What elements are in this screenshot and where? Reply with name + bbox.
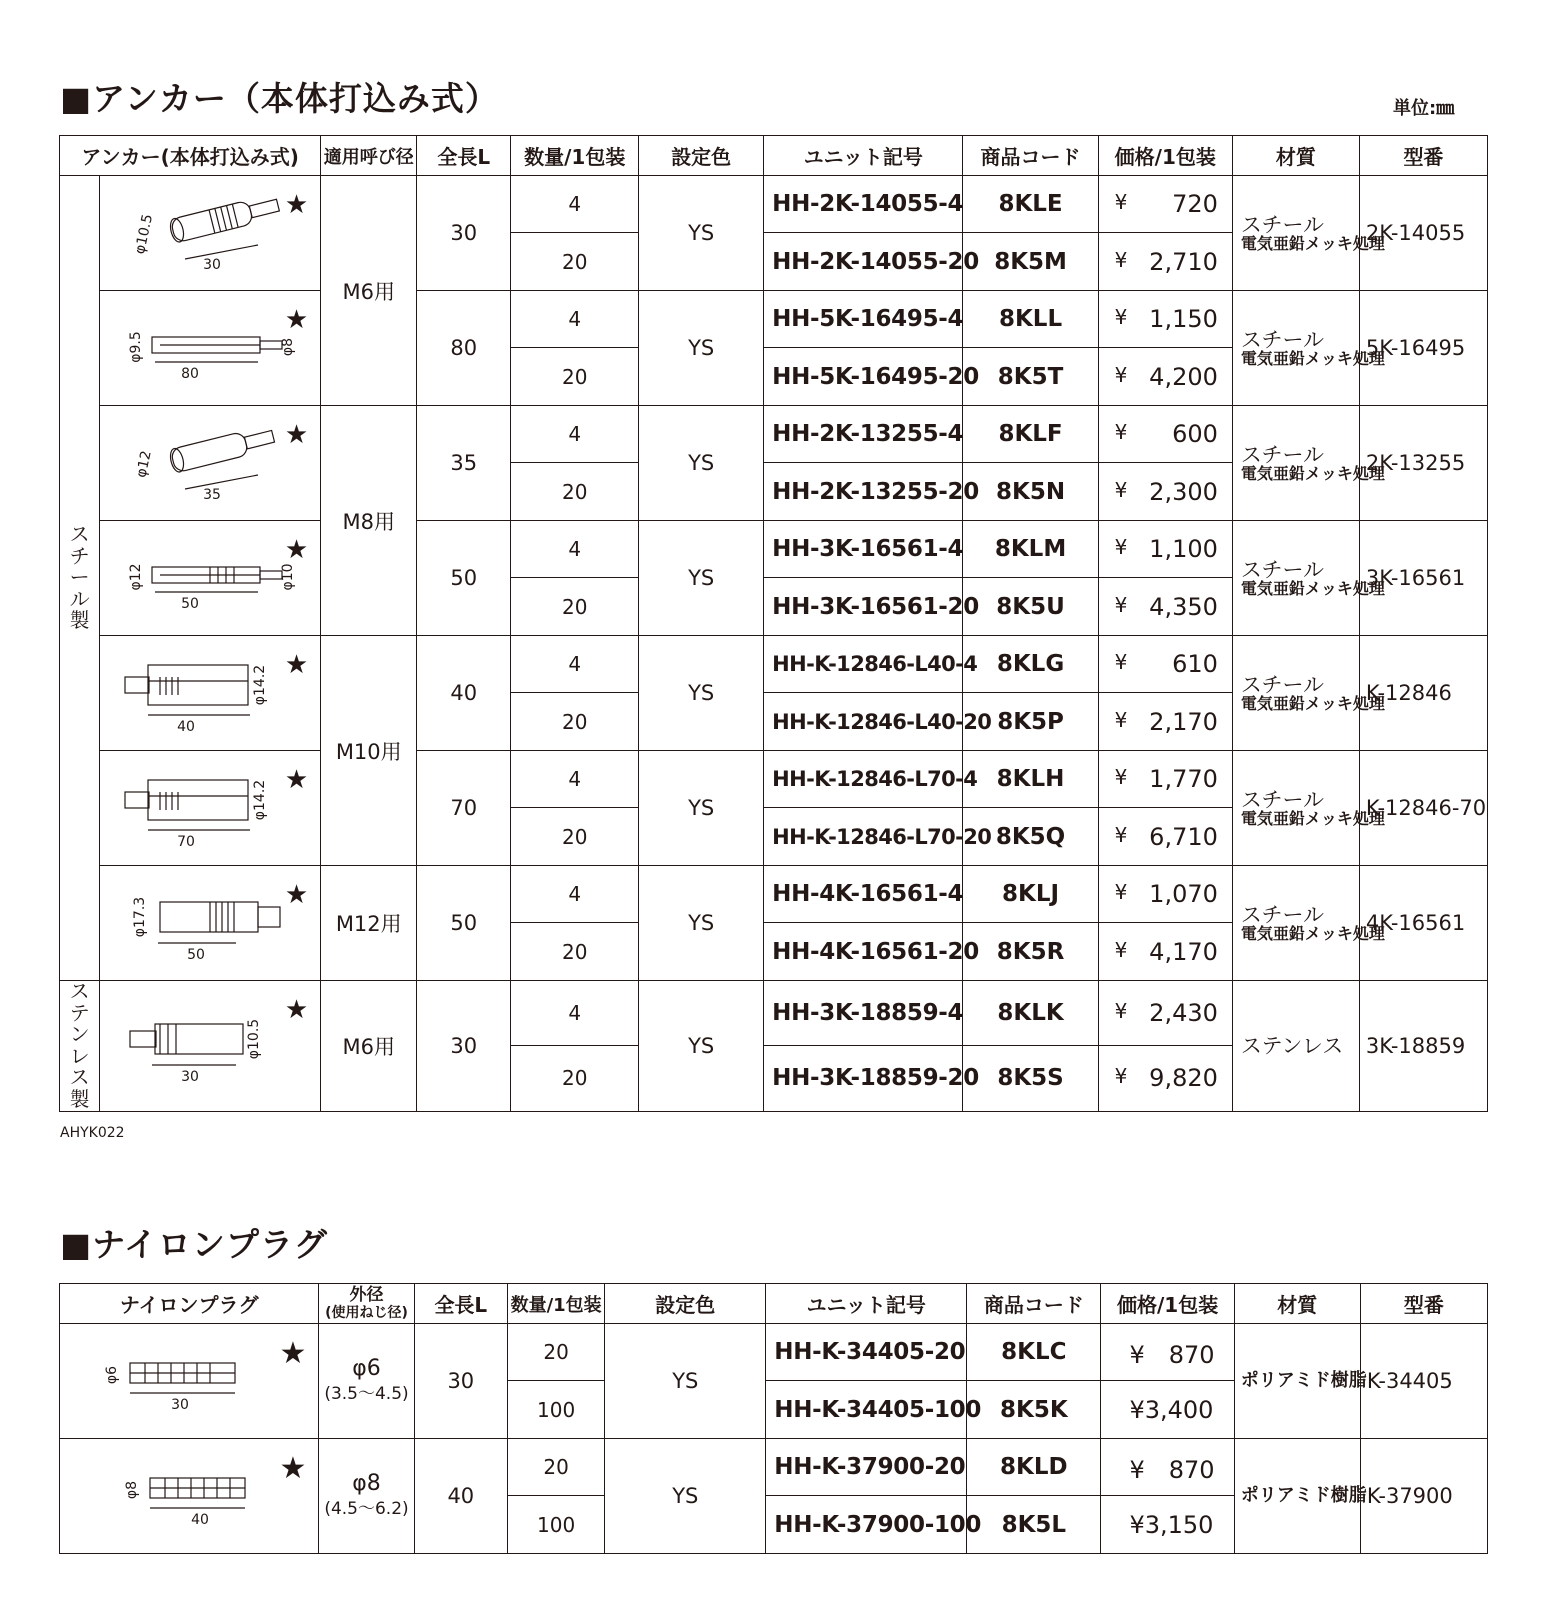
header-color: 設定色	[605, 1284, 766, 1324]
price-amount: 1,070	[1149, 880, 1218, 908]
product-code: 8K5U	[963, 578, 1098, 636]
material: ポリアミド樹脂	[1234, 1439, 1360, 1554]
price: ¥3,150	[1101, 1496, 1234, 1554]
price	[1098, 578, 1232, 636]
material	[1232, 636, 1385, 751]
total-length: 50	[417, 521, 511, 636]
product-code: 8K5Q	[963, 808, 1098, 866]
dimension-line	[185, 245, 258, 259]
material-name: スチール	[1240, 672, 1325, 697]
set-color: YS	[639, 866, 764, 981]
set-color: YS	[605, 1324, 766, 1439]
outer-diameter-value: φ8	[352, 1470, 381, 1496]
yen-sign: ¥	[1114, 822, 1128, 847]
product-code: 8K5M	[963, 233, 1098, 291]
product-code: 8KLJ	[963, 866, 1098, 923]
dimension-label: 30	[203, 256, 222, 273]
total-length: 30	[414, 1324, 507, 1439]
pack-qty: 20	[511, 1045, 639, 1111]
total-length: 40	[414, 1439, 507, 1554]
pack-qty: 20	[511, 463, 639, 521]
header-price: 価格/1包装	[1101, 1284, 1234, 1324]
outer-diameter-value: φ6	[352, 1355, 381, 1381]
star-mark: ★	[284, 535, 309, 565]
yen-sign: ¥	[1114, 650, 1128, 674]
applicable-diameter: M6用	[321, 981, 417, 1112]
price	[1098, 291, 1232, 348]
yen-sign: ¥	[1114, 998, 1128, 1023]
total-length: 70	[417, 751, 511, 866]
header-model: 型番	[1359, 136, 1487, 176]
header-length: 全長L	[417, 136, 511, 176]
material-name: スチール	[1240, 212, 1325, 237]
product-code: 8KLG	[963, 636, 1098, 693]
outer-diameter	[319, 1439, 414, 1554]
dimension-label: 35	[203, 486, 222, 503]
anchor-pin	[260, 571, 282, 579]
yen-sign: ¥	[1114, 362, 1128, 387]
dimension-line	[185, 475, 258, 489]
price-amount: 2,710	[1149, 247, 1218, 276]
model-number: K-37900	[1360, 1439, 1487, 1554]
screw-diameter: (4.5～6.2)	[324, 1499, 409, 1519]
product-code: 8KLL	[963, 291, 1098, 348]
product-code: 8K5P	[963, 693, 1098, 751]
header-unit: ユニット記号	[764, 136, 963, 176]
yen-sign: ¥	[1114, 937, 1128, 962]
unit-symbol: HH-K-37900-100	[766, 1496, 967, 1554]
price	[1098, 808, 1232, 866]
material-finish: 電気亜鉛メッキ処理	[1240, 463, 1385, 483]
unit-note: 単位:㎜	[1393, 98, 1455, 119]
product-code: 8KLD	[967, 1439, 1101, 1496]
dimension-label: 80	[181, 365, 200, 382]
model-number: K-12846	[1359, 636, 1487, 751]
product-drawing	[100, 176, 321, 291]
table-row	[60, 176, 1488, 233]
material-name: スチール	[1240, 327, 1325, 352]
price-amount: 6,710	[1149, 822, 1218, 851]
material-finish: 電気亜鉛メッキ処理	[1240, 808, 1385, 828]
star-mark: ★	[284, 650, 309, 680]
material-finish: 電気亜鉛メッキ処理	[1240, 578, 1385, 598]
set-color: YS	[639, 636, 764, 751]
anchor-body	[169, 193, 282, 243]
price	[1098, 693, 1232, 751]
unit-symbol: HH-2K-13255-4	[764, 406, 963, 463]
price: ¥ 870	[1101, 1324, 1234, 1381]
product-drawing	[100, 521, 321, 636]
yen-sign: ¥	[1114, 1064, 1128, 1089]
anchor-sleeve	[160, 902, 258, 932]
yen-sign: ¥	[1114, 592, 1128, 617]
star-mark: ★	[284, 880, 309, 910]
unit-symbol: HH-K-12846-L40-20	[764, 693, 963, 751]
pack-qty: 4	[511, 751, 639, 808]
product-code: 8KLE	[963, 176, 1098, 233]
price	[1098, 636, 1232, 693]
nylon-plug-table	[59, 1283, 1488, 1554]
yen-sign: ¥	[1114, 190, 1128, 214]
product-code: 8K5S	[963, 1045, 1098, 1111]
dimension-label: 70	[177, 833, 196, 850]
anchor-section-title: ■アンカー（本体打込み式）	[60, 79, 499, 118]
dimension-label: φ10.5	[246, 1019, 263, 1060]
product-code: 8KLC	[967, 1324, 1101, 1381]
category-stainless: ステンレス製	[60, 981, 100, 1112]
anchor-ridge	[215, 208, 221, 231]
unit-symbol: HH-3K-16561-4	[764, 521, 963, 578]
material: ポリアミド樹脂	[1234, 1324, 1360, 1439]
table-row	[60, 1439, 1488, 1496]
total-length: 30	[417, 176, 511, 291]
model-number: 2K-14055	[1359, 176, 1487, 291]
anchor-sleeve	[170, 431, 249, 472]
pack-qty: 20	[507, 1439, 604, 1496]
header-material: 材質	[1234, 1284, 1360, 1324]
material-finish: 電気亜鉛メッキ処理	[1240, 233, 1385, 253]
pack-qty: 20	[511, 578, 639, 636]
product-drawing	[100, 866, 321, 981]
header-color: 設定色	[639, 136, 764, 176]
header-diameter: 適用呼び径	[321, 136, 417, 176]
table-row	[60, 866, 1488, 923]
product-code: 8K5T	[963, 348, 1098, 406]
header-qty: 数量/1包装	[511, 136, 639, 176]
unit-symbol: HH-4K-16561-20	[764, 923, 963, 981]
material-finish: 電気亜鉛メッキ処理	[1240, 923, 1385, 943]
unit-symbol: HH-3K-18859-4	[764, 981, 963, 1046]
model-number: 2K-13255	[1359, 406, 1487, 521]
model-number: 5K-16495	[1359, 291, 1487, 406]
dimension-label: 30	[181, 1069, 200, 1086]
total-length: 35	[417, 406, 511, 521]
table-row	[60, 981, 1488, 1046]
price	[1098, 751, 1232, 808]
set-color: YS	[605, 1439, 766, 1554]
dimension-label: 50	[187, 946, 206, 963]
header-screw-label: (使用ねじ径)	[325, 1304, 408, 1321]
header-nylon: ナイロンプラグ	[60, 1284, 319, 1324]
product-code: 8K5L	[967, 1496, 1101, 1554]
material-finish: 電気亜鉛メッキ処理	[1240, 693, 1385, 713]
yen-sign: ¥	[1114, 765, 1128, 789]
pack-qty: 4	[511, 866, 639, 923]
dimension-label: φ14.2	[252, 779, 269, 820]
product-code: 8K5K	[967, 1381, 1101, 1439]
set-color: YS	[639, 521, 764, 636]
anchor-pin	[125, 792, 149, 808]
unit-symbol: HH-K-34405-20	[766, 1324, 967, 1381]
price-amount: 9,820	[1149, 1064, 1218, 1093]
material	[1232, 866, 1385, 981]
price: ¥3,400	[1101, 1381, 1234, 1439]
dimension-label: φ10.5	[132, 212, 157, 256]
yen-sign: ¥	[1114, 880, 1128, 904]
product-drawing	[100, 751, 321, 866]
pack-qty: 20	[511, 348, 639, 406]
header-unit: ユニット記号	[766, 1284, 967, 1324]
total-length: 40	[417, 636, 511, 751]
pack-qty: 20	[511, 923, 639, 981]
product-drawing	[60, 1439, 319, 1554]
price	[1098, 923, 1232, 981]
material-name: スチール	[1240, 787, 1325, 812]
star-mark: ★	[279, 1451, 307, 1486]
unit-symbol: HH-K-34405-100	[766, 1381, 967, 1439]
star-mark: ★	[284, 190, 309, 220]
price	[1098, 233, 1232, 291]
material-name: スチール	[1240, 442, 1325, 467]
material-name: スチール	[1240, 557, 1325, 582]
pack-qty: 100	[507, 1496, 604, 1554]
product-drawing	[100, 636, 321, 751]
star-mark: ★	[279, 1336, 307, 1371]
price-amount: 600	[1172, 420, 1218, 448]
anchor-table-header	[60, 136, 1488, 176]
header-outer-diameter	[319, 1284, 414, 1324]
anchor-ridge	[209, 209, 215, 232]
unit-symbol: HH-K-12846-L40-4	[764, 636, 963, 693]
price-amount: 4,350	[1149, 592, 1218, 621]
pack-qty: 4	[511, 521, 639, 578]
table-row	[60, 406, 1488, 463]
header-model: 型番	[1360, 1284, 1487, 1324]
unit-symbol: HH-2K-13255-20	[764, 463, 963, 521]
price: ¥ 870	[1101, 1439, 1234, 1496]
price-amount: 610	[1172, 650, 1218, 678]
set-color: YS	[639, 176, 764, 291]
product-code: 8KLH	[963, 751, 1098, 808]
price-amount: 1,100	[1149, 535, 1218, 563]
model-number: 3K-18859	[1359, 981, 1487, 1112]
price-amount: 1,770	[1149, 765, 1218, 793]
anchor-mouth	[169, 447, 186, 473]
pack-qty: 4	[511, 981, 639, 1046]
dimension-label: φ8	[124, 1480, 140, 1499]
anchor-pin	[130, 1031, 156, 1047]
anchor-pin	[258, 907, 280, 927]
dimension-label: 40	[191, 1511, 209, 1528]
dimension-label: φ6	[104, 1365, 120, 1384]
unit-symbol: HH-2K-14055-20	[764, 233, 963, 291]
category-steel: スチール製	[60, 176, 100, 981]
anchor-sleeve	[148, 665, 248, 705]
table-row	[60, 521, 1488, 578]
product-drawing	[100, 406, 321, 521]
product-drawing	[60, 1324, 319, 1439]
total-length: 30	[417, 981, 511, 1112]
table-row	[60, 751, 1488, 808]
applicable-diameter: M12用	[321, 866, 417, 981]
anchor-pin	[245, 430, 275, 448]
model-number: 4K-16561	[1359, 866, 1487, 981]
pack-qty: 4	[511, 406, 639, 463]
star-mark: ★	[284, 995, 309, 1025]
set-color: YS	[639, 406, 764, 521]
star-mark: ★	[284, 420, 309, 450]
material-finish: 電気亜鉛メッキ処理	[1240, 348, 1385, 368]
product-code: 8KLK	[963, 981, 1098, 1046]
product-drawing	[100, 981, 321, 1112]
dimension-label: φ12	[133, 448, 155, 479]
header-code: 商品コード	[963, 136, 1098, 176]
material	[1232, 291, 1385, 406]
applicable-diameter: M6用	[321, 176, 417, 406]
product-code: 8K5N	[963, 463, 1098, 521]
material	[1232, 751, 1385, 866]
yen-sign: ¥	[1114, 247, 1128, 272]
price	[1098, 176, 1232, 233]
product-drawing	[100, 291, 321, 406]
pack-qty: 20	[511, 233, 639, 291]
table-row	[60, 1324, 1488, 1381]
unit-symbol: HH-K-12846-L70-20	[764, 808, 963, 866]
price-amount: 4,200	[1149, 362, 1218, 391]
dimension-label: 50	[181, 595, 200, 612]
price-amount: 2,300	[1149, 477, 1218, 506]
price-amount: 720	[1172, 190, 1218, 218]
header-outer-diameter-label: 外径	[349, 1284, 384, 1305]
model-number: K-12846-70	[1359, 751, 1487, 866]
dimension-label: φ10	[280, 562, 297, 591]
star-mark: ★	[284, 305, 309, 335]
applicable-diameter: M8用	[321, 406, 417, 636]
anchor-mouth	[169, 217, 186, 243]
pack-qty: 20	[511, 808, 639, 866]
price-amount: 2,430	[1149, 998, 1218, 1027]
unit-symbol: HH-K-37900-20	[766, 1439, 967, 1496]
material	[1232, 521, 1385, 636]
set-color: YS	[639, 751, 764, 866]
footnote-code: AHYK022	[60, 1125, 125, 1141]
anchor-ridge	[221, 206, 227, 229]
header-length: 全長L	[414, 1284, 507, 1324]
dimension-label: 40	[177, 718, 196, 735]
price	[1098, 866, 1232, 923]
anchor-body	[169, 424, 277, 473]
price	[1098, 463, 1232, 521]
dimension-label: φ14.2	[252, 664, 269, 705]
price	[1098, 348, 1232, 406]
anchor-ridge	[233, 204, 239, 227]
star-mark: ★	[284, 765, 309, 795]
pack-qty: 4	[511, 636, 639, 693]
anchor-pin	[250, 199, 280, 217]
set-color: YS	[639, 981, 764, 1112]
model-number: K-34405	[1360, 1324, 1487, 1439]
pack-qty: 4	[511, 176, 639, 233]
pack-qty: 4	[511, 291, 639, 348]
dimension-label: φ8	[280, 337, 297, 356]
nylon-table-header	[60, 1284, 1488, 1324]
dimension-label: φ17.3	[132, 896, 149, 937]
total-length: 80	[417, 291, 511, 406]
total-length: 50	[417, 866, 511, 981]
unit-symbol: HH-3K-18859-20	[764, 1045, 963, 1111]
unit-symbol: HH-5K-16495-4	[764, 291, 963, 348]
material: ステンレス	[1232, 981, 1359, 1112]
nylon-section-title: ■ナイロンプラグ	[60, 1225, 328, 1264]
product-code: 8KLM	[963, 521, 1098, 578]
table-row	[60, 636, 1488, 693]
material-name: スチール	[1240, 902, 1325, 927]
header-qty: 数量/1包装	[507, 1284, 604, 1324]
dimension-label: φ9.5	[128, 330, 145, 363]
price-amount: 4,170	[1149, 937, 1218, 966]
header-code: 商品コード	[967, 1284, 1101, 1324]
table-row	[60, 291, 1488, 348]
yen-sign: ¥	[1114, 535, 1128, 559]
material	[1232, 176, 1385, 291]
header-anchor: アンカー(本体打込み式)	[60, 136, 321, 176]
pack-qty: 20	[511, 693, 639, 751]
yen-sign: ¥	[1114, 305, 1128, 329]
product-code: 8KLF	[963, 406, 1098, 463]
unit-symbol: HH-4K-16561-4	[764, 866, 963, 923]
pack-qty: 20	[507, 1324, 604, 1381]
anchor-ridge	[227, 205, 233, 228]
price-amount: 2,170	[1149, 707, 1218, 736]
price	[1098, 406, 1232, 463]
anchor-pin	[260, 341, 282, 349]
anchor-pin	[125, 677, 149, 693]
header-price: 価格/1包装	[1098, 136, 1232, 176]
outer-diameter	[319, 1324, 414, 1439]
pack-qty: 100	[507, 1381, 604, 1439]
dimension-label: φ12	[128, 562, 145, 591]
price	[1098, 1045, 1232, 1111]
price	[1098, 521, 1232, 578]
yen-sign: ¥	[1114, 420, 1128, 444]
header-material: 材質	[1232, 136, 1359, 176]
model-number: 3K-16561	[1359, 521, 1487, 636]
unit-symbol: HH-5K-16495-20	[764, 348, 963, 406]
unit-symbol: HH-3K-16561-20	[764, 578, 963, 636]
product-code: 8K5R	[963, 923, 1098, 981]
unit-symbol: HH-2K-14055-4	[764, 176, 963, 233]
price	[1098, 981, 1232, 1046]
yen-sign: ¥	[1114, 477, 1128, 502]
applicable-diameter: M10用	[321, 636, 417, 866]
set-color: YS	[639, 291, 764, 406]
yen-sign: ¥	[1114, 707, 1128, 732]
anchor-sleeve	[148, 780, 248, 820]
screw-diameter: (3.5～4.5)	[324, 1384, 409, 1404]
dimension-label: 30	[171, 1396, 189, 1413]
price-amount: 1,150	[1149, 305, 1218, 333]
anchor-table	[59, 135, 1488, 1112]
material	[1232, 406, 1385, 521]
unit-symbol: HH-K-12846-L70-4	[764, 751, 963, 808]
